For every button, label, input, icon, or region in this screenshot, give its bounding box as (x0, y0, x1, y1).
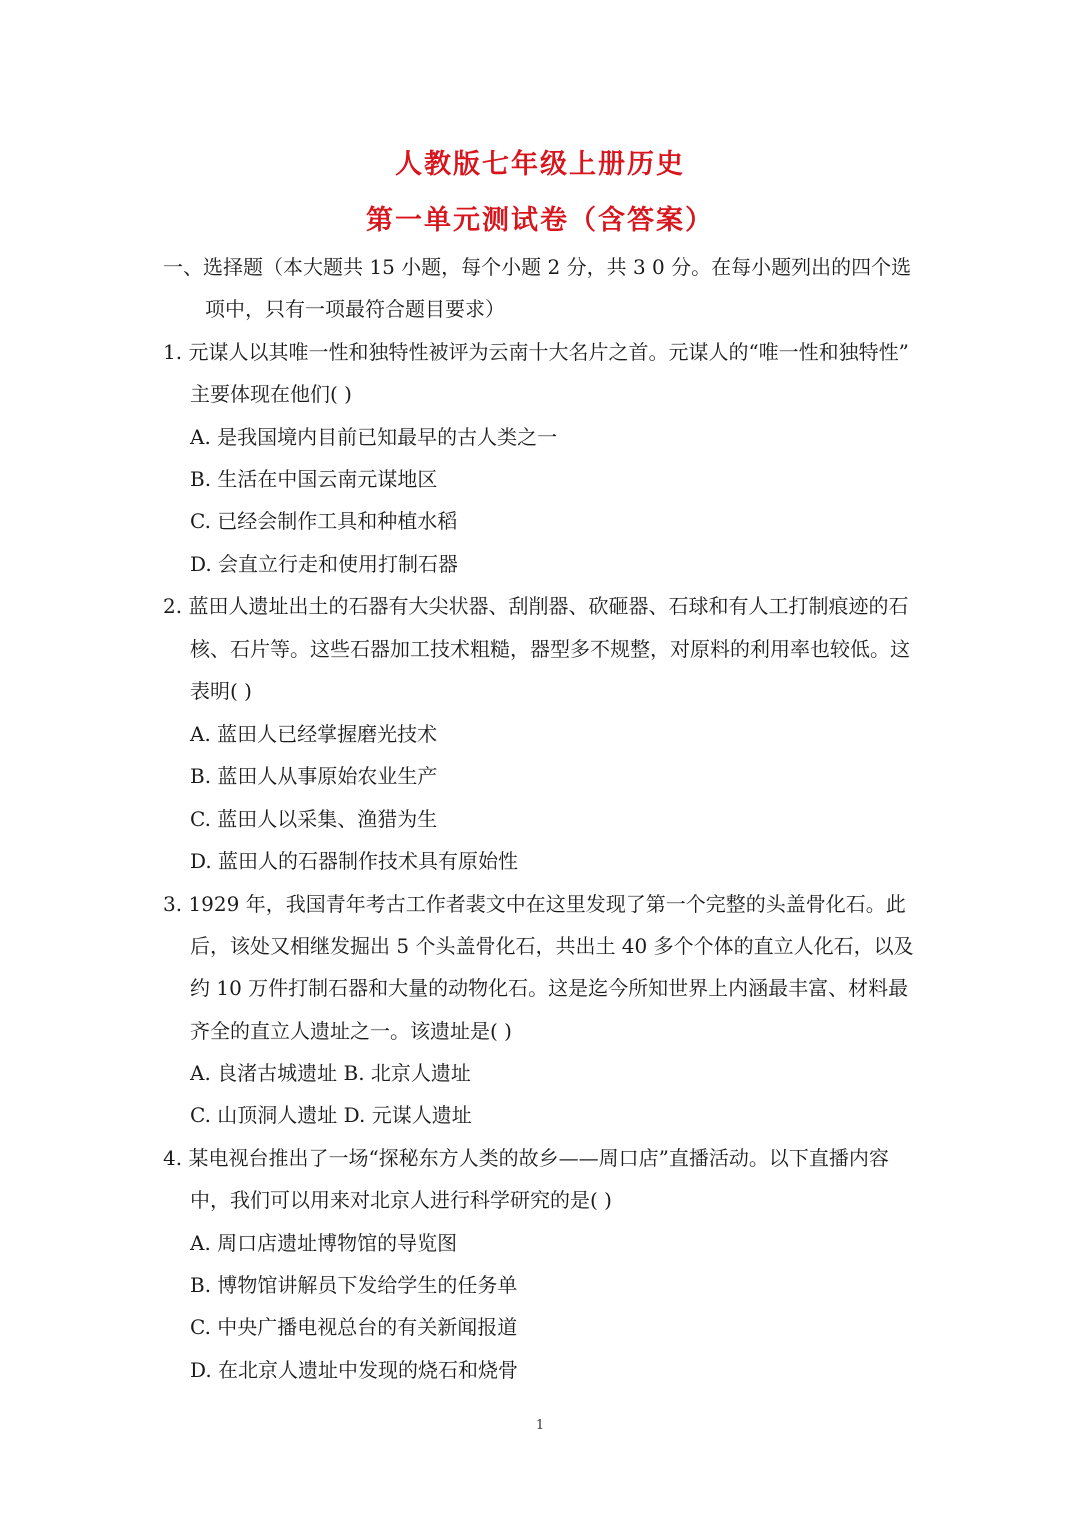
question-4-option-b: B. 博物馆讲解员下发给学生的任务单 (190, 1273, 518, 1297)
question-1-option-d: D. 会直立行走和使用打制石器 (190, 552, 459, 576)
question-3-stem: 3. 1929 年，我国青年考古工作者裴文中在这里发现了第一个完整的头盖骨化石。此 (163, 892, 906, 916)
question-1-stem-continued: 主要体现在他们( ) (190, 382, 352, 406)
doc-title-line-2: 第一单元测试卷（含答案） (366, 205, 714, 236)
doc-title-line-1: 人教版七年级上册历史 (395, 149, 685, 180)
question-4-stem: 4. 某电视台推出了一场“探秘东方人类的故乡——周口店”直播活动。以下直播内容 (163, 1146, 889, 1170)
question-4-option-d: D. 在北京人遗址中发现的烧石和烧骨 (190, 1358, 519, 1382)
question-3-options-cd: C. 山顶洞人遗址 D. 元谋人遗址 (190, 1103, 472, 1127)
question-2-option-d: D. 蓝田人的石器制作技术具有原始性 (190, 849, 519, 873)
question-2-stem-continued: 核、石片等。这些石器加工技术粗糙，器型多不规整，对原料的利用率也较低。这 (190, 637, 910, 661)
question-2-stem: 2. 蓝田人遗址出土的石器有大尖状器、刮削器、砍砸器、石球和有人工打制痕迹的石 (163, 594, 909, 618)
question-2-option-c: C. 蓝田人以采集、渔猎为生 (190, 807, 438, 831)
question-1-option-b: B. 生活在中国云南元谋地区 (190, 467, 438, 491)
question-4-option-c: C. 中央广播电视总台的有关新闻报道 (190, 1315, 518, 1339)
question-2-stem-end: 表明( ) (190, 679, 252, 703)
section-header: 一、选择题（本大题共 15 小题，每个小题 2 分，共 3 0 分。在每小题列出的四个选 (163, 255, 912, 279)
question-3-stem-end: 齐全的直立人遗址之一。该遗址是( ) (190, 1019, 512, 1043)
page-number: 1 (535, 1418, 545, 1433)
question-4-stem-continued: 中，我们可以用来对北京人进行科学研究的是( ) (190, 1188, 612, 1212)
question-4-option-a: A. 周口店遗址博物馆的导览图 (190, 1231, 458, 1255)
question-3-stem-continued-2: 约 10 万件打制石器和大量的动物化石。这是迄今所知世界上内涵最丰富、材料最 (190, 976, 909, 1000)
question-2-option-b: B. 蓝田人从事原始农业生产 (190, 764, 438, 788)
question-1-option-c: C. 已经会制作工具和种植水稻 (190, 509, 458, 533)
section-header-continued: 项中，只有一项最符合题目要求） (205, 297, 505, 321)
question-3-options-ab: A. 良渚古城遗址 B. 北京人遗址 (190, 1061, 471, 1085)
question-1-stem: 1. 元谋人以其唯一性和独特性被评为云南十大名片之首。元谋人的“唯一性和独特性” (163, 340, 909, 364)
question-3-stem-continued: 后，该处又相继发掘出 5 个头盖骨化石，共出土 40 多个个体的直立人化石，以及 (190, 934, 914, 958)
question-1-option-a: A. 是我国境内目前已知最早的古人类之一 (190, 425, 558, 449)
question-2-option-a: A. 蓝田人已经掌握磨光技术 (190, 722, 438, 746)
